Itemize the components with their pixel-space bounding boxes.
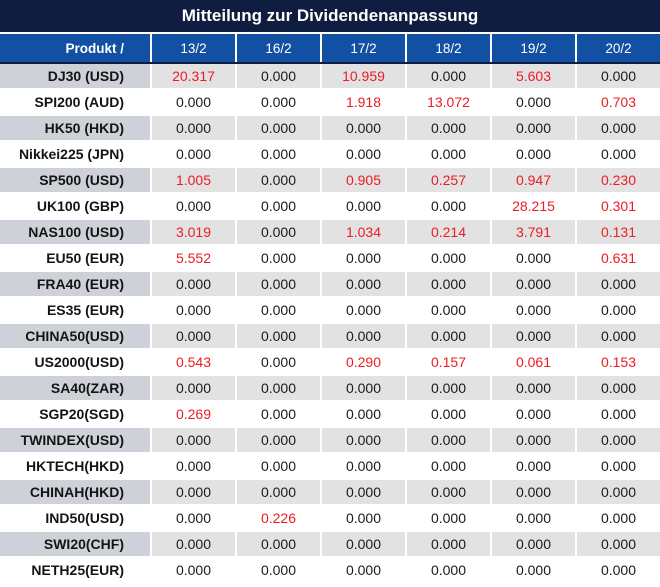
product-cell: SP500 (USD) [0,168,150,192]
value-cell: 0.000 [235,454,320,478]
table-row [0,558,660,582]
value-cell: 0.000 [150,142,235,166]
value-cell: 0.214 [405,220,490,244]
value-cell: 0.000 [320,506,405,530]
value-cell: 0.000 [150,532,235,556]
table-row [0,298,660,322]
date-column-header: 19/2 [490,34,575,62]
value-cell: 0.000 [320,532,405,556]
date-column-header: 17/2 [320,34,405,62]
value-cell: 0.000 [405,376,490,400]
product-column-header: Produkt / [65,40,124,56]
value-cell: 0.000 [490,246,575,270]
value-cell: 0.000 [320,428,405,452]
value-cell: 0.000 [490,116,575,140]
value-cell: 0.000 [490,272,575,296]
value-cell: 0.000 [235,298,320,322]
value-cell: 0.000 [320,558,405,582]
table-row [0,116,660,140]
value-cell: 0.000 [405,298,490,322]
table-row [0,350,660,374]
value-cell: 0.000 [405,402,490,426]
value-cell: 0.000 [405,116,490,140]
value-cell: 0.000 [320,246,405,270]
product-cell: SWI20(CHF) [0,532,150,556]
value-cell: 0.000 [490,376,575,400]
product-cell: Nikkei225 (JPN) [18,146,124,162]
table-row [0,168,660,192]
value-cell: 0.000 [235,246,320,270]
value-cell: 0.000 [150,376,235,400]
value-cell: 0.153 [575,350,660,374]
table-row [0,220,660,244]
product-cell: DJ30 (USD) [0,64,150,88]
value-cell: 0.000 [490,454,575,478]
product-cell: IND50(USD) [45,510,124,526]
value-cell: 0.000 [320,142,405,166]
product-cell: TWINDEX(USD) [0,428,150,452]
product-cell: ES35 (EUR) [46,302,124,318]
date-column-header: 13/2 [150,34,235,62]
value-cell: 0.000 [150,90,235,114]
value-cell: 0.000 [405,142,490,166]
value-cell: 0.000 [235,402,320,426]
value-cell: 0.000 [150,506,235,530]
product-cell: SA40(ZAR) [0,376,150,400]
table-row [0,428,660,452]
value-cell: 0.000 [405,428,490,452]
value-cell: 1.918 [320,90,405,114]
value-cell: 0.000 [575,116,660,140]
value-cell: 0.000 [405,64,490,88]
value-cell: 0.000 [235,376,320,400]
table-row [0,532,660,556]
value-cell: 0.000 [490,90,575,114]
value-cell: 0.000 [490,532,575,556]
value-cell: 0.131 [575,220,660,244]
value-cell: 0.000 [150,454,235,478]
date-column-header: 16/2 [235,34,320,62]
value-cell: 0.000 [150,298,235,322]
value-cell: 0.543 [150,350,235,374]
value-cell: 0.000 [150,428,235,452]
value-cell: 0.000 [405,506,490,530]
value-cell: 0.000 [490,324,575,348]
value-cell: 0.000 [320,116,405,140]
product-cell: CHINA50(USD) [0,324,150,348]
value-cell: 0.000 [575,64,660,88]
value-cell: 0.000 [490,402,575,426]
value-cell: 0.000 [235,324,320,348]
product-cell: US2000(USD) [34,354,124,370]
value-cell: 0.000 [575,298,660,322]
value-cell: 0.000 [405,246,490,270]
product-cell: NAS100 (USD) [0,220,150,244]
product-cell: SPI200 (AUD) [34,94,124,110]
value-cell: 0.269 [150,402,235,426]
value-cell: 0.000 [490,298,575,322]
value-cell: 0.157 [405,350,490,374]
value-cell: 0.000 [150,480,235,504]
value-cell: 0.000 [235,480,320,504]
value-cell: 13.072 [405,90,490,114]
value-cell: 1.005 [150,168,235,192]
value-cell: 0.631 [575,246,660,270]
value-cell: 0.000 [235,428,320,452]
table-body [0,64,660,582]
table-row [0,272,660,296]
value-cell: 0.000 [405,558,490,582]
value-cell: 0.000 [405,454,490,478]
product-cell: HKTECH(HKD) [26,458,124,474]
value-cell: 0.000 [490,506,575,530]
value-cell: 0.290 [320,350,405,374]
value-cell: 0.000 [575,454,660,478]
value-cell: 0.000 [320,402,405,426]
value-cell: 0.000 [575,428,660,452]
table-row [0,454,660,478]
table-row [0,142,660,166]
table-row [0,324,660,348]
value-cell: 0.226 [235,506,320,530]
value-cell: 0.000 [235,90,320,114]
product-cell: FRA40 (EUR) [0,272,150,296]
product-cell: HK50 (HKD) [0,116,150,140]
value-cell: 10.959 [320,64,405,88]
value-cell: 5.603 [490,64,575,88]
value-cell: 0.000 [320,324,405,348]
value-cell: 0.000 [235,220,320,244]
table-row [0,506,660,530]
value-cell: 0.000 [405,194,490,218]
value-cell: 0.000 [405,272,490,296]
value-cell: 0.000 [490,428,575,452]
value-cell: 0.000 [575,506,660,530]
product-cell: CHINAH(HKD) [0,480,150,504]
value-cell: 28.215 [490,194,575,218]
value-cell: 0.000 [235,350,320,374]
value-cell: 0.000 [235,116,320,140]
value-cell: 0.000 [575,532,660,556]
value-cell: 1.034 [320,220,405,244]
value-cell: 0.000 [235,142,320,166]
value-cell: 0.000 [235,168,320,192]
table-row [0,194,660,218]
value-cell: 0.000 [150,116,235,140]
value-cell: 0.000 [490,142,575,166]
value-cell: 0.000 [320,194,405,218]
value-cell: 0.000 [235,272,320,296]
value-cell: 0.000 [405,480,490,504]
value-cell: 0.000 [575,376,660,400]
value-cell: 0.000 [235,532,320,556]
value-cell: 0.000 [490,558,575,582]
table-row [0,376,660,400]
value-cell: 0.000 [320,298,405,322]
value-cell: 3.791 [490,220,575,244]
product-cell: NETH25(EUR) [31,562,124,578]
value-cell: 0.301 [575,194,660,218]
value-cell: 0.000 [575,142,660,166]
table-row [0,480,660,504]
value-cell: 0.000 [575,558,660,582]
value-cell: 0.947 [490,168,575,192]
value-cell: 0.000 [575,402,660,426]
value-cell: 0.000 [150,324,235,348]
value-cell: 0.000 [575,324,660,348]
value-cell: 20.317 [150,64,235,88]
panel-title: Mitteilung zur Dividendenanpassung [0,0,660,32]
date-column-header: 18/2 [405,34,490,62]
value-cell: 0.000 [320,480,405,504]
value-cell: 0.230 [575,168,660,192]
table-row [0,402,660,426]
value-cell: 0.000 [575,272,660,296]
product-cell: EU50 (EUR) [46,250,124,266]
value-cell: 0.000 [490,480,575,504]
value-cell: 3.019 [150,220,235,244]
value-cell: 0.000 [150,558,235,582]
value-cell: 0.000 [320,454,405,478]
value-cell: 0.000 [320,376,405,400]
product-cell: SGP20(SGD) [39,406,124,422]
value-cell: 0.000 [405,324,490,348]
value-cell: 0.905 [320,168,405,192]
value-cell: 5.552 [150,246,235,270]
value-cell: 0.000 [575,480,660,504]
table-header-row [0,34,660,64]
value-cell: 0.000 [150,272,235,296]
table-row [0,64,660,88]
value-cell: 0.703 [575,90,660,114]
value-cell: 0.000 [235,558,320,582]
value-cell: 0.000 [235,194,320,218]
table-row [0,90,660,114]
table-row [0,246,660,270]
value-cell: 0.000 [150,194,235,218]
date-column-header: 20/2 [575,34,660,62]
value-cell: 0.000 [320,272,405,296]
value-cell: 0.000 [235,64,320,88]
product-cell: UK100 (GBP) [36,198,124,214]
value-cell: 0.000 [405,532,490,556]
value-cell: 0.061 [490,350,575,374]
value-cell: 0.257 [405,168,490,192]
